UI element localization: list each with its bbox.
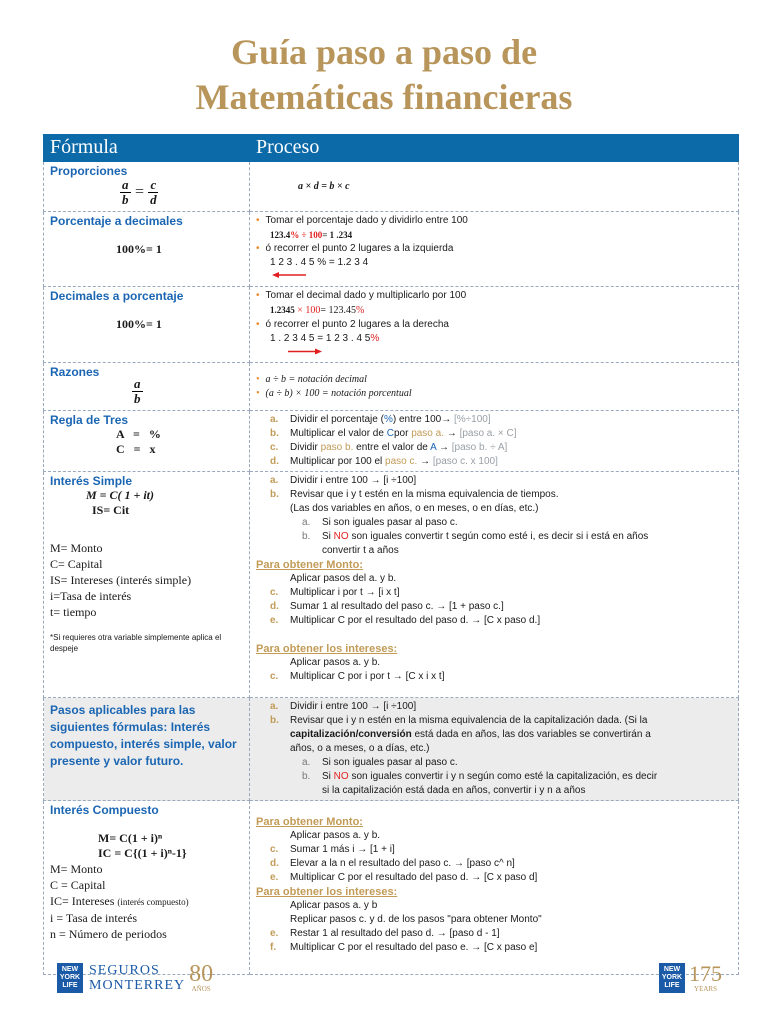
compuesto-steps xyxy=(250,801,739,975)
regla-d-g: [paso c. x 100] xyxy=(432,456,498,467)
step-marker: e. xyxy=(270,928,279,939)
simple-f1: M = C( 1 + it) xyxy=(86,488,155,502)
title-line-2: Matemáticas financieras xyxy=(195,77,573,117)
def-intereses: IS= Intereses (interés simple) xyxy=(50,573,192,587)
simple-md: Sumar 1 al resultado del paso c. → [1 + paso c.] xyxy=(290,601,504,612)
dec-pct-l3: ó recorrer el punto 2 lugares a la derecha xyxy=(265,319,449,330)
compuesto-if: Multiplicar C por el resultado del paso e. → [C x paso e] xyxy=(290,942,538,953)
label-compuesto: Interés Compuesto xyxy=(50,803,159,817)
row-interes-compuesto xyxy=(44,801,739,975)
dec-pct-l1: Tomar el decimal dado y multiplicarlo por 100 xyxy=(265,290,467,301)
pct-dec-l1: Tomar el porcentaje dado y dividirlo entre 100 xyxy=(265,215,468,226)
badge-175: 175 xyxy=(689,961,722,986)
pasos-b2b: está dada en años, las dos variables se convertirán a xyxy=(411,729,651,740)
compuesto-ie: Restar 1 al resultado del paso d. → [paso d - 1] xyxy=(290,928,500,939)
regla-d-tan: paso c. xyxy=(385,456,418,467)
simple-int-title: Para obtener los intereses: xyxy=(256,643,398,655)
pasos-bb3: si la capitalización está dada en años, convertir i y n a años xyxy=(322,785,586,796)
formula-table xyxy=(43,134,739,975)
pct-dec-l2b: % ÷ 100 xyxy=(290,230,323,240)
dec-pct-l2 xyxy=(256,303,732,318)
def-tiempo: t= tiempo xyxy=(50,605,97,619)
pasos-bb1: Si xyxy=(322,771,334,782)
80-anos-badge xyxy=(189,963,213,993)
bullet: • xyxy=(256,387,260,399)
step-marker: e. xyxy=(270,615,279,626)
def-monto: M= Monto xyxy=(50,862,103,876)
wordmark-monterrey: MONTERREY xyxy=(89,978,186,993)
pasos-steps xyxy=(250,698,739,801)
simple-defs xyxy=(50,540,243,620)
simple-b1: Revisar que i y t estén en la misma equivalencia de tiempos. xyxy=(290,489,559,500)
regla-c-b: A xyxy=(430,442,437,453)
pasos-ba: Si son iguales pasar al paso c. xyxy=(322,757,458,768)
regla-c-tan: paso b. xyxy=(320,442,354,453)
regla-a-t2: ) entre 100→ xyxy=(392,414,454,425)
step-marker: f. xyxy=(270,942,277,953)
dec-pct-l4 xyxy=(256,332,732,346)
step-marker: a. xyxy=(302,517,311,528)
compuesto-int-title: Para obtener los intereses: xyxy=(256,886,398,898)
compuesto-i1: Aplicar pasos a. y b xyxy=(290,900,378,911)
simple-bb-no: NO xyxy=(333,531,349,542)
badge-80: 80 xyxy=(189,961,214,987)
compuesto-i2: Replicar pasos c. y d. de los pasos "para obtener Monto" xyxy=(290,914,542,925)
label-regla: Regla de Tres xyxy=(50,413,129,427)
eq-sign: = xyxy=(134,183,144,201)
regla-b-t2: por xyxy=(393,428,412,439)
razon-l1: a ÷ b = notación decimal xyxy=(265,373,367,385)
row-regla-tres xyxy=(44,411,739,472)
simple-i1: Aplicar pasos a. y b. xyxy=(290,657,381,668)
regla-b-tan: paso a. xyxy=(411,428,444,439)
step-marker: b. xyxy=(302,531,311,542)
simple-b2: (Las dos variables en años, o en meses, o en días, etc.) xyxy=(290,503,539,514)
bullet: • xyxy=(256,290,260,301)
step-marker: a. xyxy=(270,475,279,486)
simple-monto-title: Para obtener Monto: xyxy=(256,559,363,571)
row-dec-pct xyxy=(44,287,739,363)
frac-b: b xyxy=(122,192,129,207)
step-marker: b. xyxy=(302,771,311,782)
regla-c-g: [paso b. ÷ A] xyxy=(451,442,508,453)
pasos-b1: Revisar que i y n estén en la misma equivalencia de la capitalización dada. (Si la xyxy=(290,715,648,726)
pasos-bb-no: NO xyxy=(333,771,349,782)
seguros-monterrey-wordmark xyxy=(89,963,185,993)
pasos-a: Dividir i entre 100 → [i ÷100] xyxy=(290,701,417,712)
step-marker: d. xyxy=(270,456,279,467)
def-monto: M= Monto xyxy=(50,541,103,555)
regla-b-t1: Multiplicar el valor de xyxy=(290,428,387,439)
compuesto-md: Elevar a la n el resultado del paso c. → [paso c^ n] xyxy=(290,858,515,869)
pct-dec-l2a: 123.4 xyxy=(270,230,291,240)
compuesto-monto-title: Para obtener Monto: xyxy=(256,816,363,828)
dec-pct-l4b: % xyxy=(370,333,380,344)
regla-c-t2: entre el valor de xyxy=(353,442,431,453)
step-marker: a. xyxy=(302,757,311,768)
frac-d: d xyxy=(150,192,157,207)
compuesto-f2: IC = C{(1 + i)ⁿ-1} xyxy=(98,846,187,860)
pct-dec-l4: 1 2 3 . 4 5 % = 1.2 3 4 xyxy=(270,257,369,268)
pct-dec-l2c: = 1 .234 xyxy=(322,230,353,240)
bullet: • xyxy=(256,319,260,330)
regla-a-g: [%÷100] xyxy=(454,414,491,425)
table-header xyxy=(44,135,739,162)
simple-me: Multiplicar C por el resultado del paso d. → [C x paso d.] xyxy=(290,615,541,626)
proportion-formula: a × d = b × c xyxy=(298,181,350,192)
def-intereses-label: IC= Intereses xyxy=(50,894,115,908)
pasos-b3: años, o a meses, o a días, etc.) xyxy=(290,743,430,754)
step-marker: d. xyxy=(270,601,279,612)
simple-ic: Multiplicar C por i por t → [C x i x t] xyxy=(290,671,445,682)
step-marker: a. xyxy=(270,414,279,425)
step-marker: c. xyxy=(270,671,279,682)
razon-num: a xyxy=(134,376,141,391)
regla-d-t2: → xyxy=(417,456,433,467)
simple-mc: Multiplicar i por t → [i x t] xyxy=(290,587,400,598)
compuesto-defs xyxy=(50,861,243,942)
step-marker: b. xyxy=(270,715,279,726)
compuesto-me: Multiplicar C por el resultado del paso d. → [C x paso d] xyxy=(290,872,538,883)
badge-anos: AÑOS xyxy=(191,985,211,993)
proportion-fractions xyxy=(50,178,243,207)
frac-a: a xyxy=(122,177,129,192)
label-proporciones: Proporciones xyxy=(50,164,128,178)
def-tasa: i = Tasa de interés xyxy=(50,911,138,925)
row-pasos-aplicables xyxy=(44,698,739,801)
def-tasa: i=Tasa de interés xyxy=(50,589,132,603)
dec-pct-l2d: % xyxy=(356,305,365,316)
header-formula: Fórmula xyxy=(44,135,250,162)
def-capital: C= Capital xyxy=(50,557,103,571)
razon-l2: (a ÷ b) × 100 = notación porcentual xyxy=(265,387,412,399)
simple-a: Dividir i entre 100 → [i ÷100] xyxy=(290,475,417,486)
row-proporciones xyxy=(44,162,739,212)
label-dec-pct: Decimales a porcentaje xyxy=(50,289,184,303)
def-periodos: n = Número de periodos xyxy=(50,927,167,941)
def-intereses-note: (interés compuesto) xyxy=(117,897,189,907)
simple-note: *Si requieres otra variable simplemente aplica el despeje xyxy=(50,633,222,653)
def-intereses xyxy=(50,893,243,910)
simple-ba: Si son iguales pasar al paso c. xyxy=(322,517,458,528)
regla-b-g: [paso a. × C] xyxy=(459,428,517,439)
dec-pct-l2a: 1.2345 xyxy=(270,305,295,315)
row-pct-dec xyxy=(44,212,739,287)
regla-b-b: C xyxy=(386,428,394,439)
simple-bb2: son iguales convertir t según como esté i, es decir si i está en años xyxy=(348,531,649,542)
nyl-text: NEW YORK LIFE xyxy=(59,966,81,989)
bullet: • xyxy=(256,243,260,254)
new-york-life-logo-right xyxy=(659,963,685,993)
label-pasos: Pasos aplicables para las siguientes fórmulas: Interés compuesto, interés simple, valor presente y valor futuro. xyxy=(50,703,237,768)
row-interes-simple xyxy=(44,472,739,698)
left-arrow xyxy=(256,270,732,284)
regla-c-t1: Dividir xyxy=(290,442,321,453)
pasos-b2a: capitalización/conversión xyxy=(290,729,412,740)
dec-pct-l4a: 1 . 2 3 4 5 = 1 2 3 . 4 5 xyxy=(270,333,371,344)
pct-dec-l2 xyxy=(256,228,732,242)
step-marker: c. xyxy=(270,844,279,855)
title-line-1: Guía paso a paso de xyxy=(230,32,538,72)
simple-f2: IS= Cit xyxy=(92,503,130,517)
simple-m1: Aplicar pasos del a. y b. xyxy=(290,573,397,584)
compuesto-mc: Sumar 1 más i → [1 + i] xyxy=(290,844,395,855)
header-proceso: Proceso xyxy=(250,135,739,162)
badge-years: YEARS xyxy=(694,985,717,993)
regla-a-b: % xyxy=(383,414,393,425)
175-years-badge xyxy=(689,963,722,993)
step-marker: b. xyxy=(270,428,279,439)
bullet: • xyxy=(256,215,260,226)
frac-c: c xyxy=(150,177,157,192)
regla-b-t3: → xyxy=(444,428,460,439)
regla-r2: C = x xyxy=(116,442,156,456)
dec-pct-big: 100%= 1 xyxy=(116,317,162,331)
regla-a-t1: Dividir el porcentaje ( xyxy=(290,414,384,425)
step-marker: c. xyxy=(270,442,279,453)
pct-dec-l3: ó recorrer el punto 2 lugares a la izquierda xyxy=(265,243,454,254)
razon-den: b xyxy=(134,391,141,406)
regla-c-t3: → xyxy=(436,442,452,453)
regla-r1: A = % xyxy=(116,427,161,441)
step-marker: b. xyxy=(270,489,279,500)
dec-pct-l2c: = 123.45 xyxy=(320,305,357,316)
pasos-bb2: son iguales convertir i y n según como esté la capitalización, es decir xyxy=(348,771,658,782)
new-york-life-logo-left xyxy=(57,963,83,993)
label-pct-dec: Porcentaje a decimales xyxy=(50,214,183,228)
step-marker: e. xyxy=(270,872,279,883)
nyl-text: NEW YORK LIFE xyxy=(661,966,683,989)
simple-steps xyxy=(250,472,739,698)
right-arrow xyxy=(256,346,732,360)
label-razones: Razones xyxy=(50,365,100,379)
bullet: • xyxy=(256,373,260,385)
row-razones xyxy=(44,363,739,411)
def-capital: C = Capital xyxy=(50,878,106,892)
simple-bb3: convertir t a años xyxy=(322,545,399,556)
page-title xyxy=(0,30,768,120)
label-simple: Interés Simple xyxy=(50,474,133,488)
regla-d-t1: Multiplicar por 100 el xyxy=(290,456,386,467)
simple-bb1: Si xyxy=(322,531,334,542)
dec-pct-l2b: × 100 xyxy=(294,305,321,316)
new-york-life-175-logo xyxy=(659,963,722,993)
wordmark-seguros: SEGUROS xyxy=(89,963,160,978)
pct-dec-big: 100%= 1 xyxy=(116,242,162,256)
seguros-monterrey-logo xyxy=(57,963,213,993)
step-marker: d. xyxy=(270,858,279,869)
compuesto-m1: Aplicar pasos a. y b. xyxy=(290,830,381,841)
step-marker: a. xyxy=(270,701,279,712)
step-marker: c. xyxy=(270,587,279,598)
compuesto-f1: M= C(1 + i)ⁿ xyxy=(98,831,163,845)
regla-steps xyxy=(250,411,739,472)
